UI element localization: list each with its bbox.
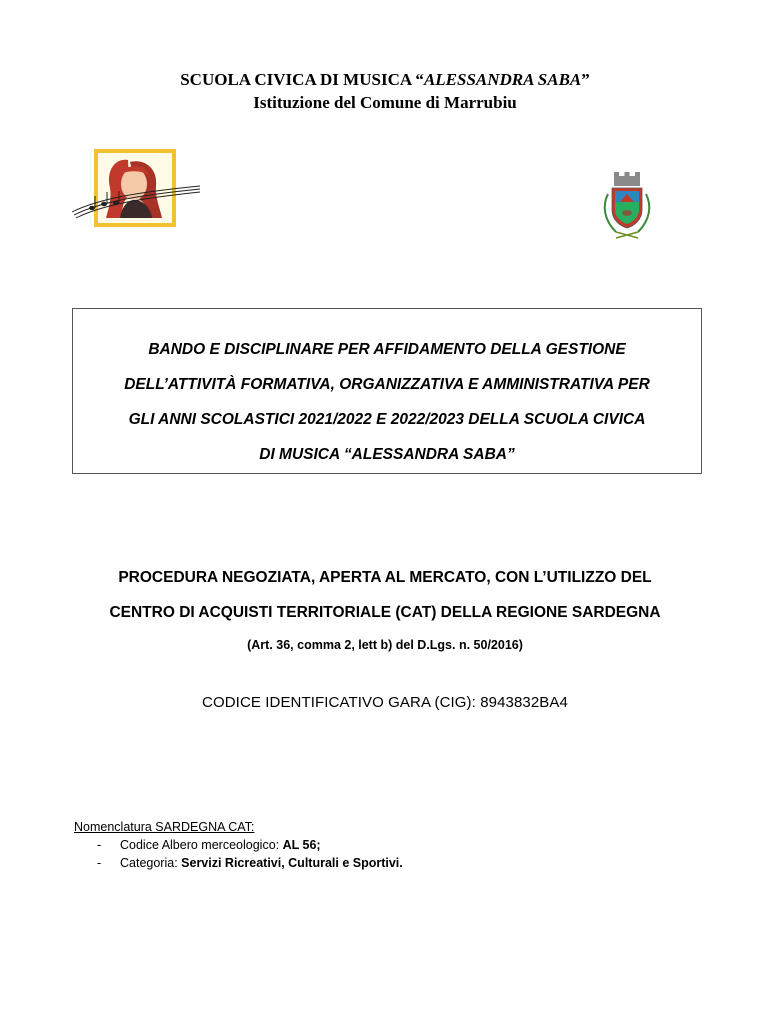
school-title-suffix: ” [581, 70, 590, 89]
tender-title-line-1: BANDO E DISCIPLINARE PER AFFIDAMENTO DELLA GESTIONE [148, 341, 626, 358]
school-name: ALESSANDRA SABA [423, 70, 582, 89]
list-item [74, 836, 674, 854]
list-dash: - [97, 856, 102, 870]
school-title-prefix: SCUOLA CIVICA DI MUSICA “ [180, 70, 424, 89]
school-logo [70, 148, 205, 232]
list-dash: - [97, 838, 102, 852]
tender-title-line-4: DI MUSICA “ALESSANDRA SABA” [259, 446, 515, 463]
law-reference: (Art. 36, comma 2, lett b) del D.Lgs. n. 50/2016) [247, 638, 523, 652]
nomenclature-heading: Nomenclatura SARDEGNA CAT: [74, 820, 255, 834]
nomenclature-list [74, 836, 674, 872]
coat-of-arms-icon [596, 172, 658, 242]
cig-code [0, 693, 770, 713]
procedure-heading [0, 560, 770, 630]
nomenclature-section [74, 818, 674, 872]
tender-title-line-3: GLI ANNI SCOLASTICI 2021/2022 E 2022/2023 DELLA SCUOLA CIVICA [128, 411, 646, 428]
procedure-line-2: CENTRO DI ACQUISTI TERRITORIALE (CAT) DELLA REGIONE SARDEGNA [109, 604, 661, 621]
cig-value: 8943832BA4 [480, 694, 568, 711]
list-item-value: AL 56; [282, 838, 321, 852]
school-title [0, 70, 770, 90]
procedure-line-1: PROCEDURA NEGOZIATA, APERTA AL MERCATO, CON L’UTILIZZO DEL [118, 569, 652, 586]
list-item-value: Servizi Ricreativi, Culturali e Sportivi. [181, 856, 403, 870]
list-item [74, 854, 674, 872]
tender-title-line-2: DELL’ATTIVITÀ FORMATIVA, ORGANIZZATIVA E AMMINISTRATIVA PER [124, 376, 650, 393]
cig-label: CODICE IDENTIFICATIVO GARA (CIG): [202, 694, 481, 711]
tender-title-box [72, 308, 702, 474]
list-item-label: Categoria: [120, 856, 182, 870]
institution-subtitle: Istituzione del Comune di Marrubiu [253, 93, 517, 112]
list-item-label: Codice Albero merceologico: [120, 838, 283, 852]
